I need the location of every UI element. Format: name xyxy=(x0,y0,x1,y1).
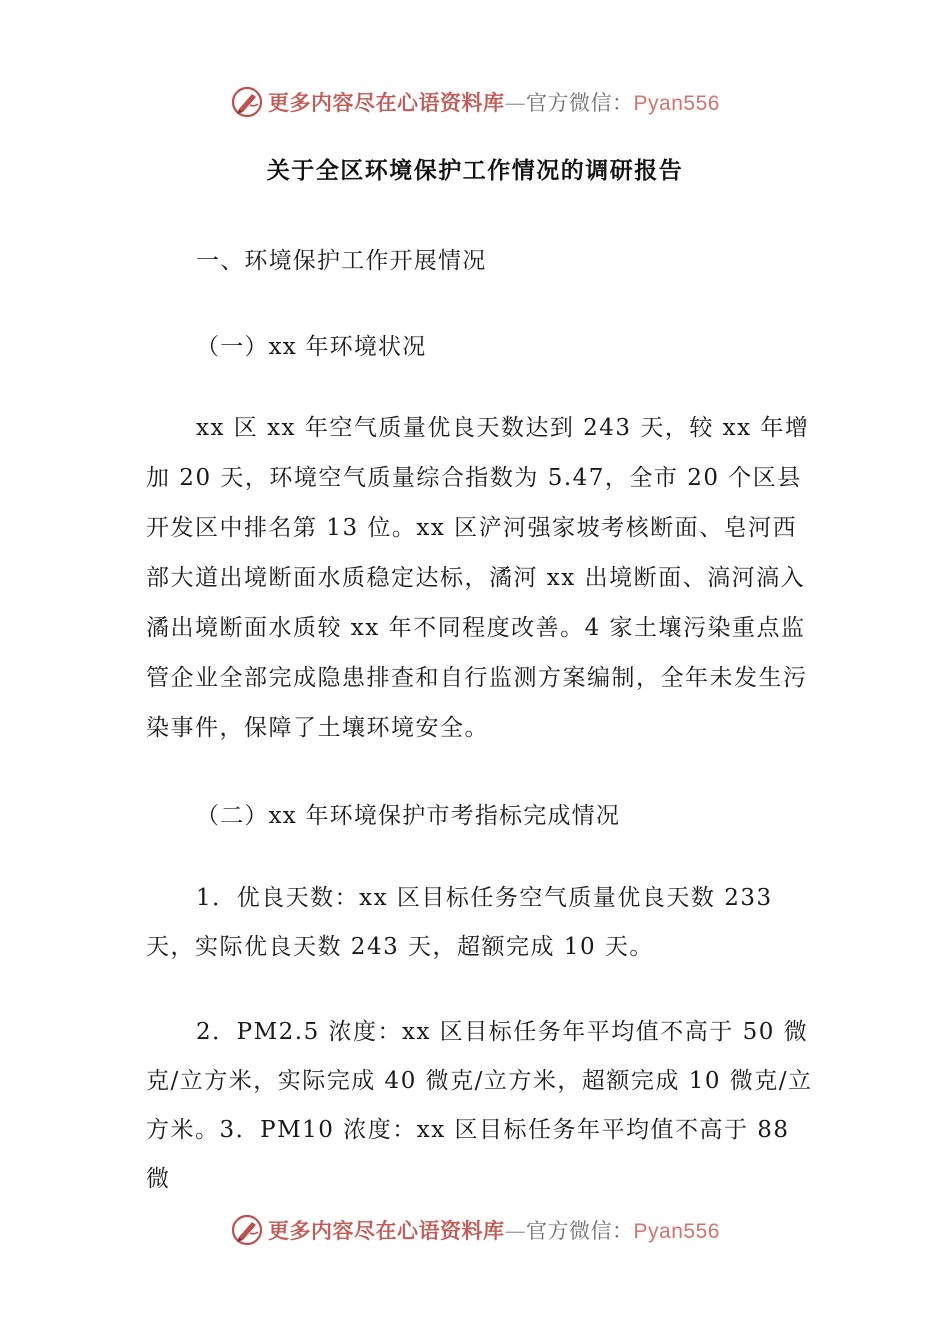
subsection-heading-1: （一）xx 年环境状况 xyxy=(196,334,427,360)
watermark-separator: — xyxy=(504,1219,527,1243)
watermark-text xyxy=(268,1215,720,1245)
watermark-text xyxy=(268,87,720,117)
list-item-pm-concentration: 2．PM2.5 浓度：xx 区目标任务年平均值不高于 50 微克/立方米，实际完成 40 微克/立方米，超额完成 10 微克/立方米。3．PM10 浓度：xx 区目标任务年平均值不高于 88 微 xyxy=(146,1019,813,1192)
section-heading: 一、环境保护工作开展情况 xyxy=(196,248,487,274)
pen-logo-icon xyxy=(230,85,264,119)
subsection-heading-2: （二）xx 年环境保护市考指标完成情况 xyxy=(196,803,621,829)
watermark-separator: — xyxy=(504,91,527,115)
watermark-handle: Pyan556 xyxy=(633,92,720,115)
list-item-excellent-days: 1．优良天数：xx 区目标任务空气质量优良天数 233 天，实际优良天数 243 天，超额完成 10 天。 xyxy=(146,885,773,960)
watermark-brand: 更多内容尽在心语资料库 xyxy=(268,1218,505,1243)
watermark-banner-bottom xyxy=(0,1208,950,1252)
watermark-handle: Pyan556 xyxy=(633,1220,720,1243)
pen-logo-icon xyxy=(230,1213,264,1247)
watermark-official: 官方微信： xyxy=(526,91,634,115)
document-title: 关于全区环境保护工作情况的调研报告 xyxy=(266,157,684,184)
watermark-official: 官方微信： xyxy=(526,1219,634,1243)
watermark-banner-top xyxy=(0,80,950,124)
watermark-brand: 更多内容尽在心语资料库 xyxy=(268,90,505,115)
paragraph-environment-status: xx 区 xx 年空气质量优良天数达到 243 天，较 xx 年增加 20 天，环境空气质量综合指数为 5.47，全市 20 个区县开发区中排名第 13 位。xx 区浐河强家坡考核断面、皂河西部大道出境断面水质稳定达标，潏河 xx 出境断面、滈河滈入潏出境断面水质较 xx 年不同程度改善。4 家土壤污染重点监管企业全部完成隐患排查和自行监测方案编制，全年未发生污染事件，保障了土壤环境安全。 xyxy=(146,415,810,741)
